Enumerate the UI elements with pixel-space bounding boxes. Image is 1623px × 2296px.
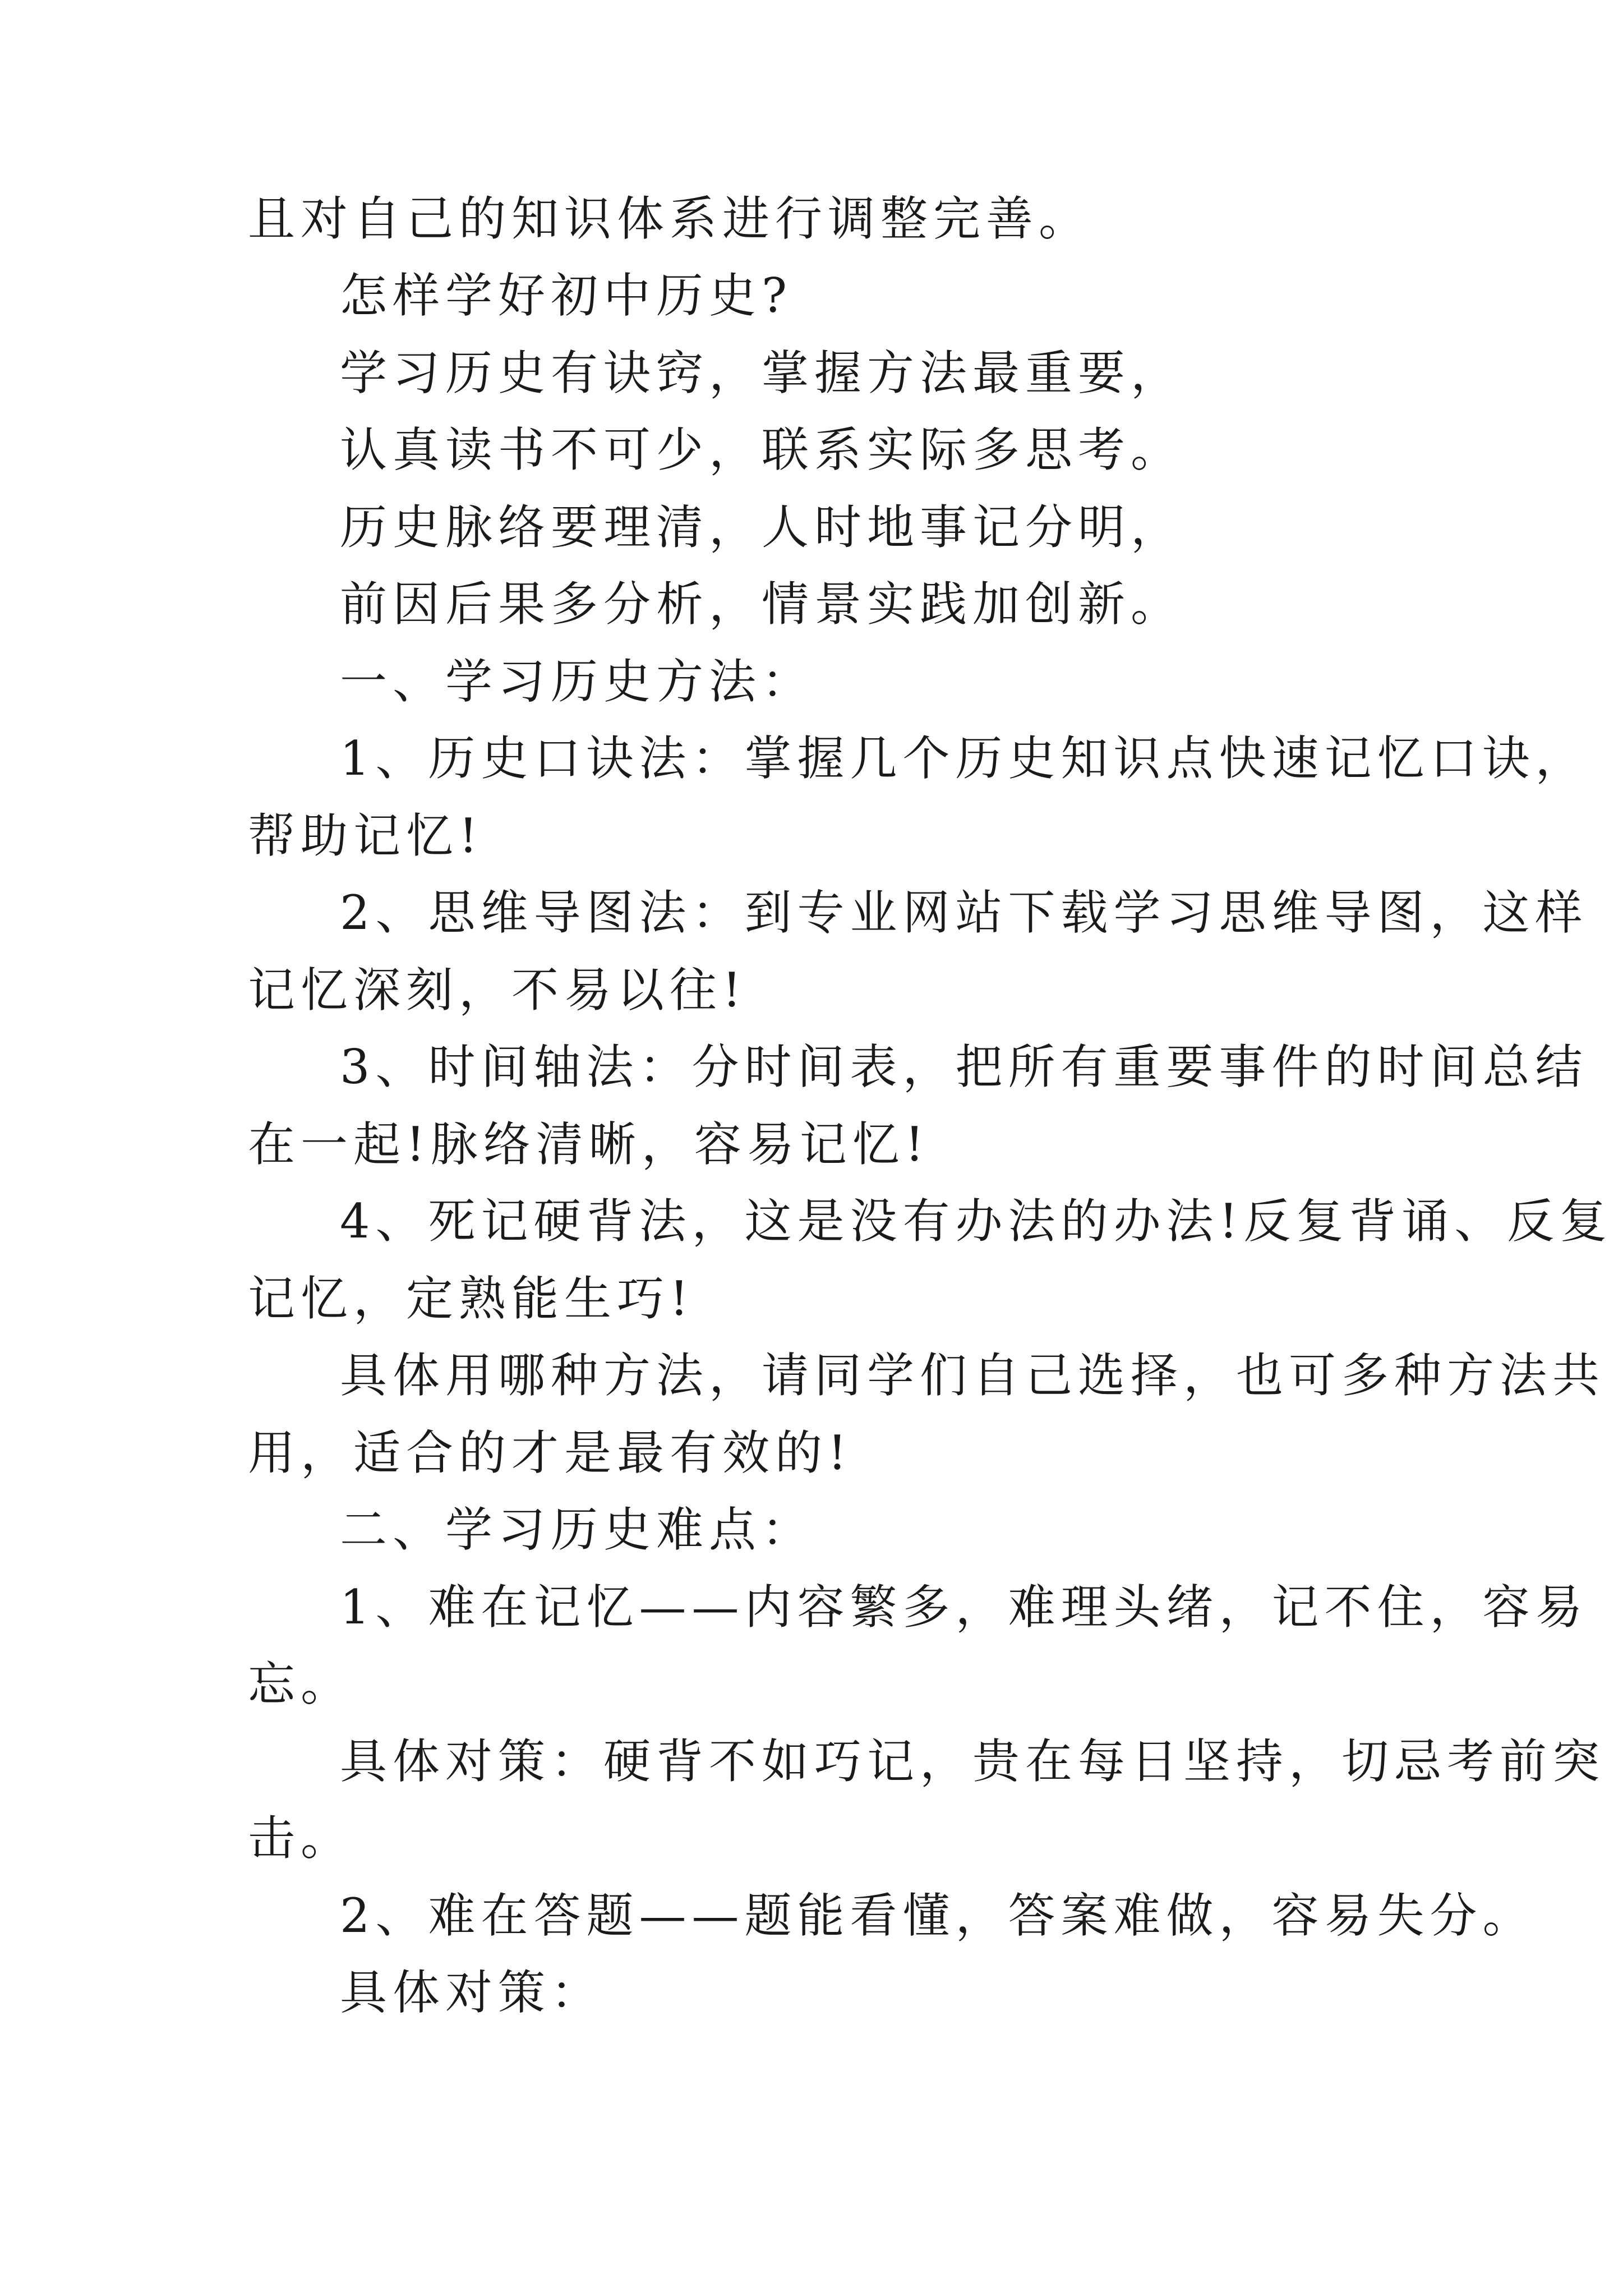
text-line: 忘。: [248, 1657, 354, 1711]
text-line: 用，适合的才是最有效的!: [248, 1425, 852, 1480]
text-line: 二、学习历史难点：: [340, 1502, 815, 1557]
text-line: 1、历史口诀法：掌握几个历史知识点快速记忆口诀，: [340, 731, 1588, 786]
text-line: 2、难在答题——题能看懂，答案难做，容易失分。: [340, 1888, 1536, 1943]
text-line: 记忆深刻，不易以往!: [248, 963, 747, 1018]
text-line: 记忆，定熟能生巧!: [248, 1271, 694, 1326]
text-line: 认真读书不可少，联系实际多思考。: [340, 422, 1184, 477]
text-line: 一、学习历史方法：: [340, 654, 815, 709]
text-line: 怎样学好初中历史?: [340, 268, 793, 323]
text-line: 3、时间轴法：分时间表，把所有重要事件的时间总结: [340, 1039, 1588, 1094]
text-line: 历史脉络要理清，人时地事记分明，: [340, 500, 1184, 555]
text-line: 在一起!脉络清晰，容易记忆!: [248, 1117, 930, 1172]
text-line: 2、思维导图法：到专业网站下载学习思维导图，这样: [340, 885, 1588, 940]
text-line: 学习历史有诀窍，掌握方法最重要，: [340, 346, 1184, 401]
text-line: 且对自己的知识体系进行调整完善。: [248, 191, 1092, 246]
text-line: 具体用哪种方法，请同学们自己选择，也可多种方法共: [340, 1348, 1606, 1403]
text-line: 前因后果多分析，情景实践加创新。: [340, 577, 1184, 632]
text-line: 1、难在记忆——内容繁多，难理头绪，记不住，容易: [340, 1580, 1588, 1635]
text-line: 具体对策：: [340, 1965, 604, 2020]
text-line: 具体对策：硬背不如巧记，贵在每日坚持，切忌考前突: [340, 1734, 1606, 1789]
text-line: 4、死记硬背法，这是没有办法的办法!反复背诵、反复: [340, 1194, 1613, 1249]
text-line: 帮助记忆!: [248, 808, 483, 863]
text-line: 击。: [248, 1811, 354, 1866]
